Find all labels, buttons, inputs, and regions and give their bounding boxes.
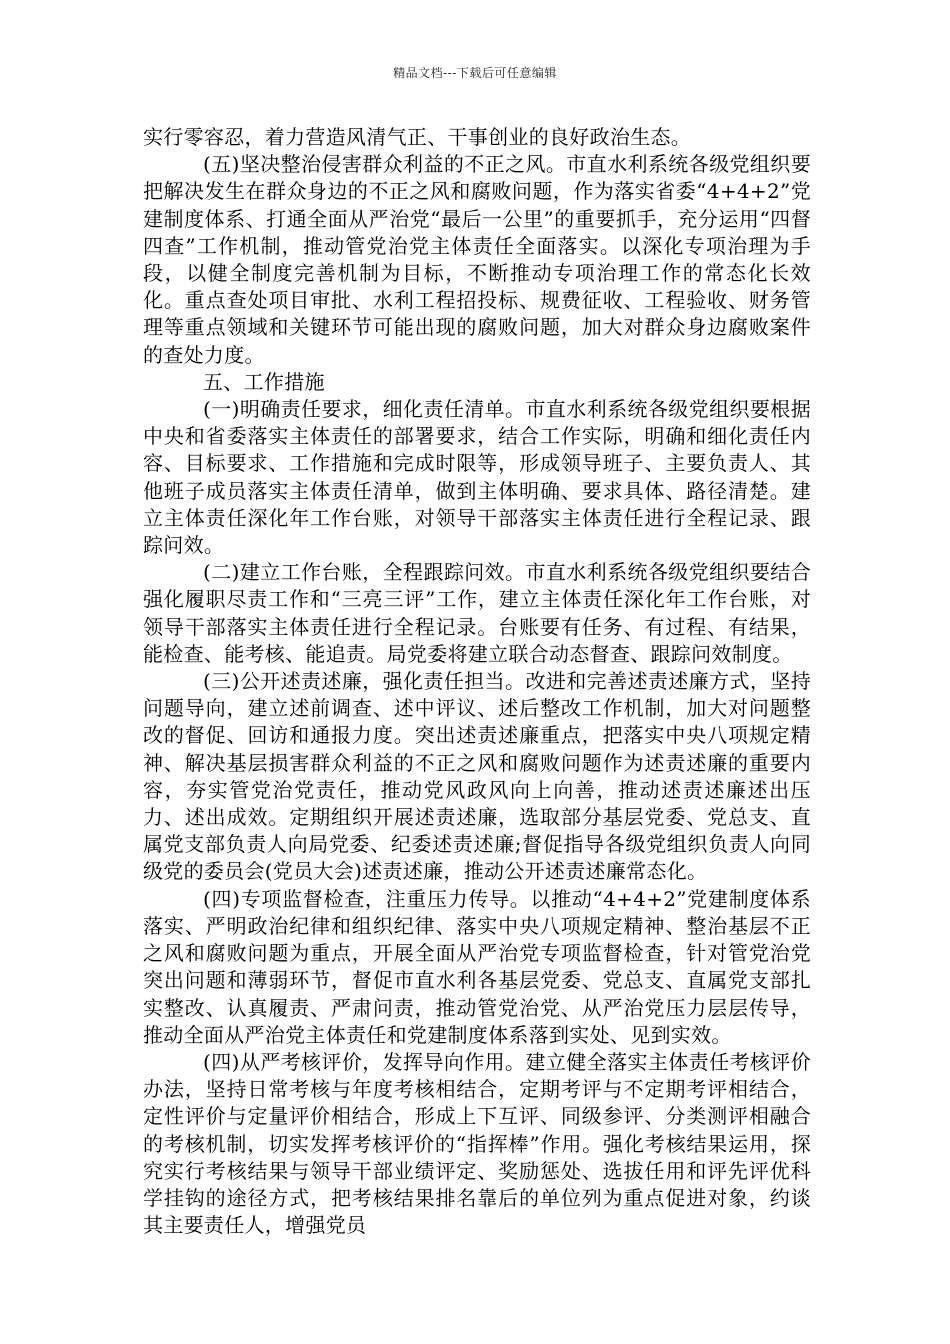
paragraph-measure-1-responsibility-list: (一)明确责任要求，细化责任清单。市直水利系统各级党组织要根据中央和省委落实主体责任的部署要求，结合工作实际，明确和细化责任内容、目标要求、工作措施和完成时限等，形成领导班子、主要负责人、其他班子成员落实主体责任清单，做到主体明确、要求具体、路径清楚。建立主体责任深化年工作台账，对领导干部落实主体责任进行全程记录、跟踪问效。: [143, 397, 811, 558]
page-header: 精品文档---下载后可任意编辑: [393, 66, 557, 80]
paragraph-measure-4-special-supervision: (四)专项监督检查，注重压力传导。以推动“4+4+2”党建制度体系落实、严明政治纪律和组织纪律、落实中央八项规定精神、整治基层不正之风和腐败问题为重点，开展全面从严治党专项监督检查，针对管党治党突出问题和薄弱环节，督促市直水利各基层党委、党总支、直属党支部扎实整改、认真履责、严肃问责，推动管党治党、从严治党压力层层传导，推动全面从严治党主体责任和党建制度体系落到实处、见到实效。: [143, 886, 811, 1047]
paragraph-item-5-rectify-misconduct: (五)坚决整治侵害群众利益的不正之风。市直水利系统各级党组织要把解决发生在群众身边的不正之风和腐败问题，作为落实省委“4+4+2”党建制度体系、打通全面从严治党“最后一公里”的重要抓手，充分运用“四督四查”工作机制，推动管党治党主体责任全面落实。以深化专项治理为手段，以健全制度完善机制为目标，不断推动专项治理工作的常态化长效化。重点查处项目审批、水利工程招投标、规费征收、工程验收、财务管理等重点领域和关键环节可能出现的腐败问题，加大对群众身边腐败案件的查处力度。: [143, 152, 811, 367]
paragraph-measure-3-public-reporting: (三)公开述责述廉，强化责任担当。改进和完善述责述廉方式，坚持问题导向，建立述前调查、述中评议、述后整改工作机制，加大对问题整改的督促、回访和通报力度。突出述责述廉重点，把落实中央八项规定精神、解决基层损害群众利益的不正之风和腐败问题作为述责述廉的重要内容，夯实管党治党责任，推动党风政风向上向善，推动述责述廉述出压力、述出成效。定期组织开展述责述廉，选取部分基层党委、党总支、直属党支部负责人向局党委、纪委述责述廉;督促指导各级党组织负责人向同级党的委员会(党员大会)述责述廉，推动公开述责述廉常态化。: [143, 669, 811, 884]
section-heading-work-measures: 五、工作措施: [203, 369, 325, 394]
document-body: [143, 124, 811, 1239]
paragraph-continuation: 实行零容忍，着力营造风清气正、干事创业的良好政治生态。: [143, 125, 692, 149]
paragraph-measure-2-work-ledger: (二)建立工作台账，全程跟踪问效。市直水利系统各级党组织要结合强化履职尽责工作和“三亮三评”工作，建立主体责任深化年工作台账，对领导干部落实主体责任进行全程记录。台账要有任务、有过程、有结果，能检查、能考核、能追责。局党委将建立联合动态督查、跟踪问效制度。: [143, 560, 811, 666]
paragraph-measure-4-strict-assessment: (四)从严考核评价，发挥导向作用。建立健全落实主体责任考核评价办法，坚持日常考核与年度考核相结合，定期考评与不定期考评相结合，定性评价与定量评价相结合，形成上下互评、同级参评、分类测评相融合的考核机制，切实发挥考核评价的“指挥棒”作用。强化考核结果运用，探究实行考核结果与领导干部业绩评定、奖励惩处、选拔任用和评先评优科学挂钩的途径方式，把考核结果排名靠后的单位列为重点促进对象，约谈其主要责任人，增强党员: [143, 1049, 811, 1238]
